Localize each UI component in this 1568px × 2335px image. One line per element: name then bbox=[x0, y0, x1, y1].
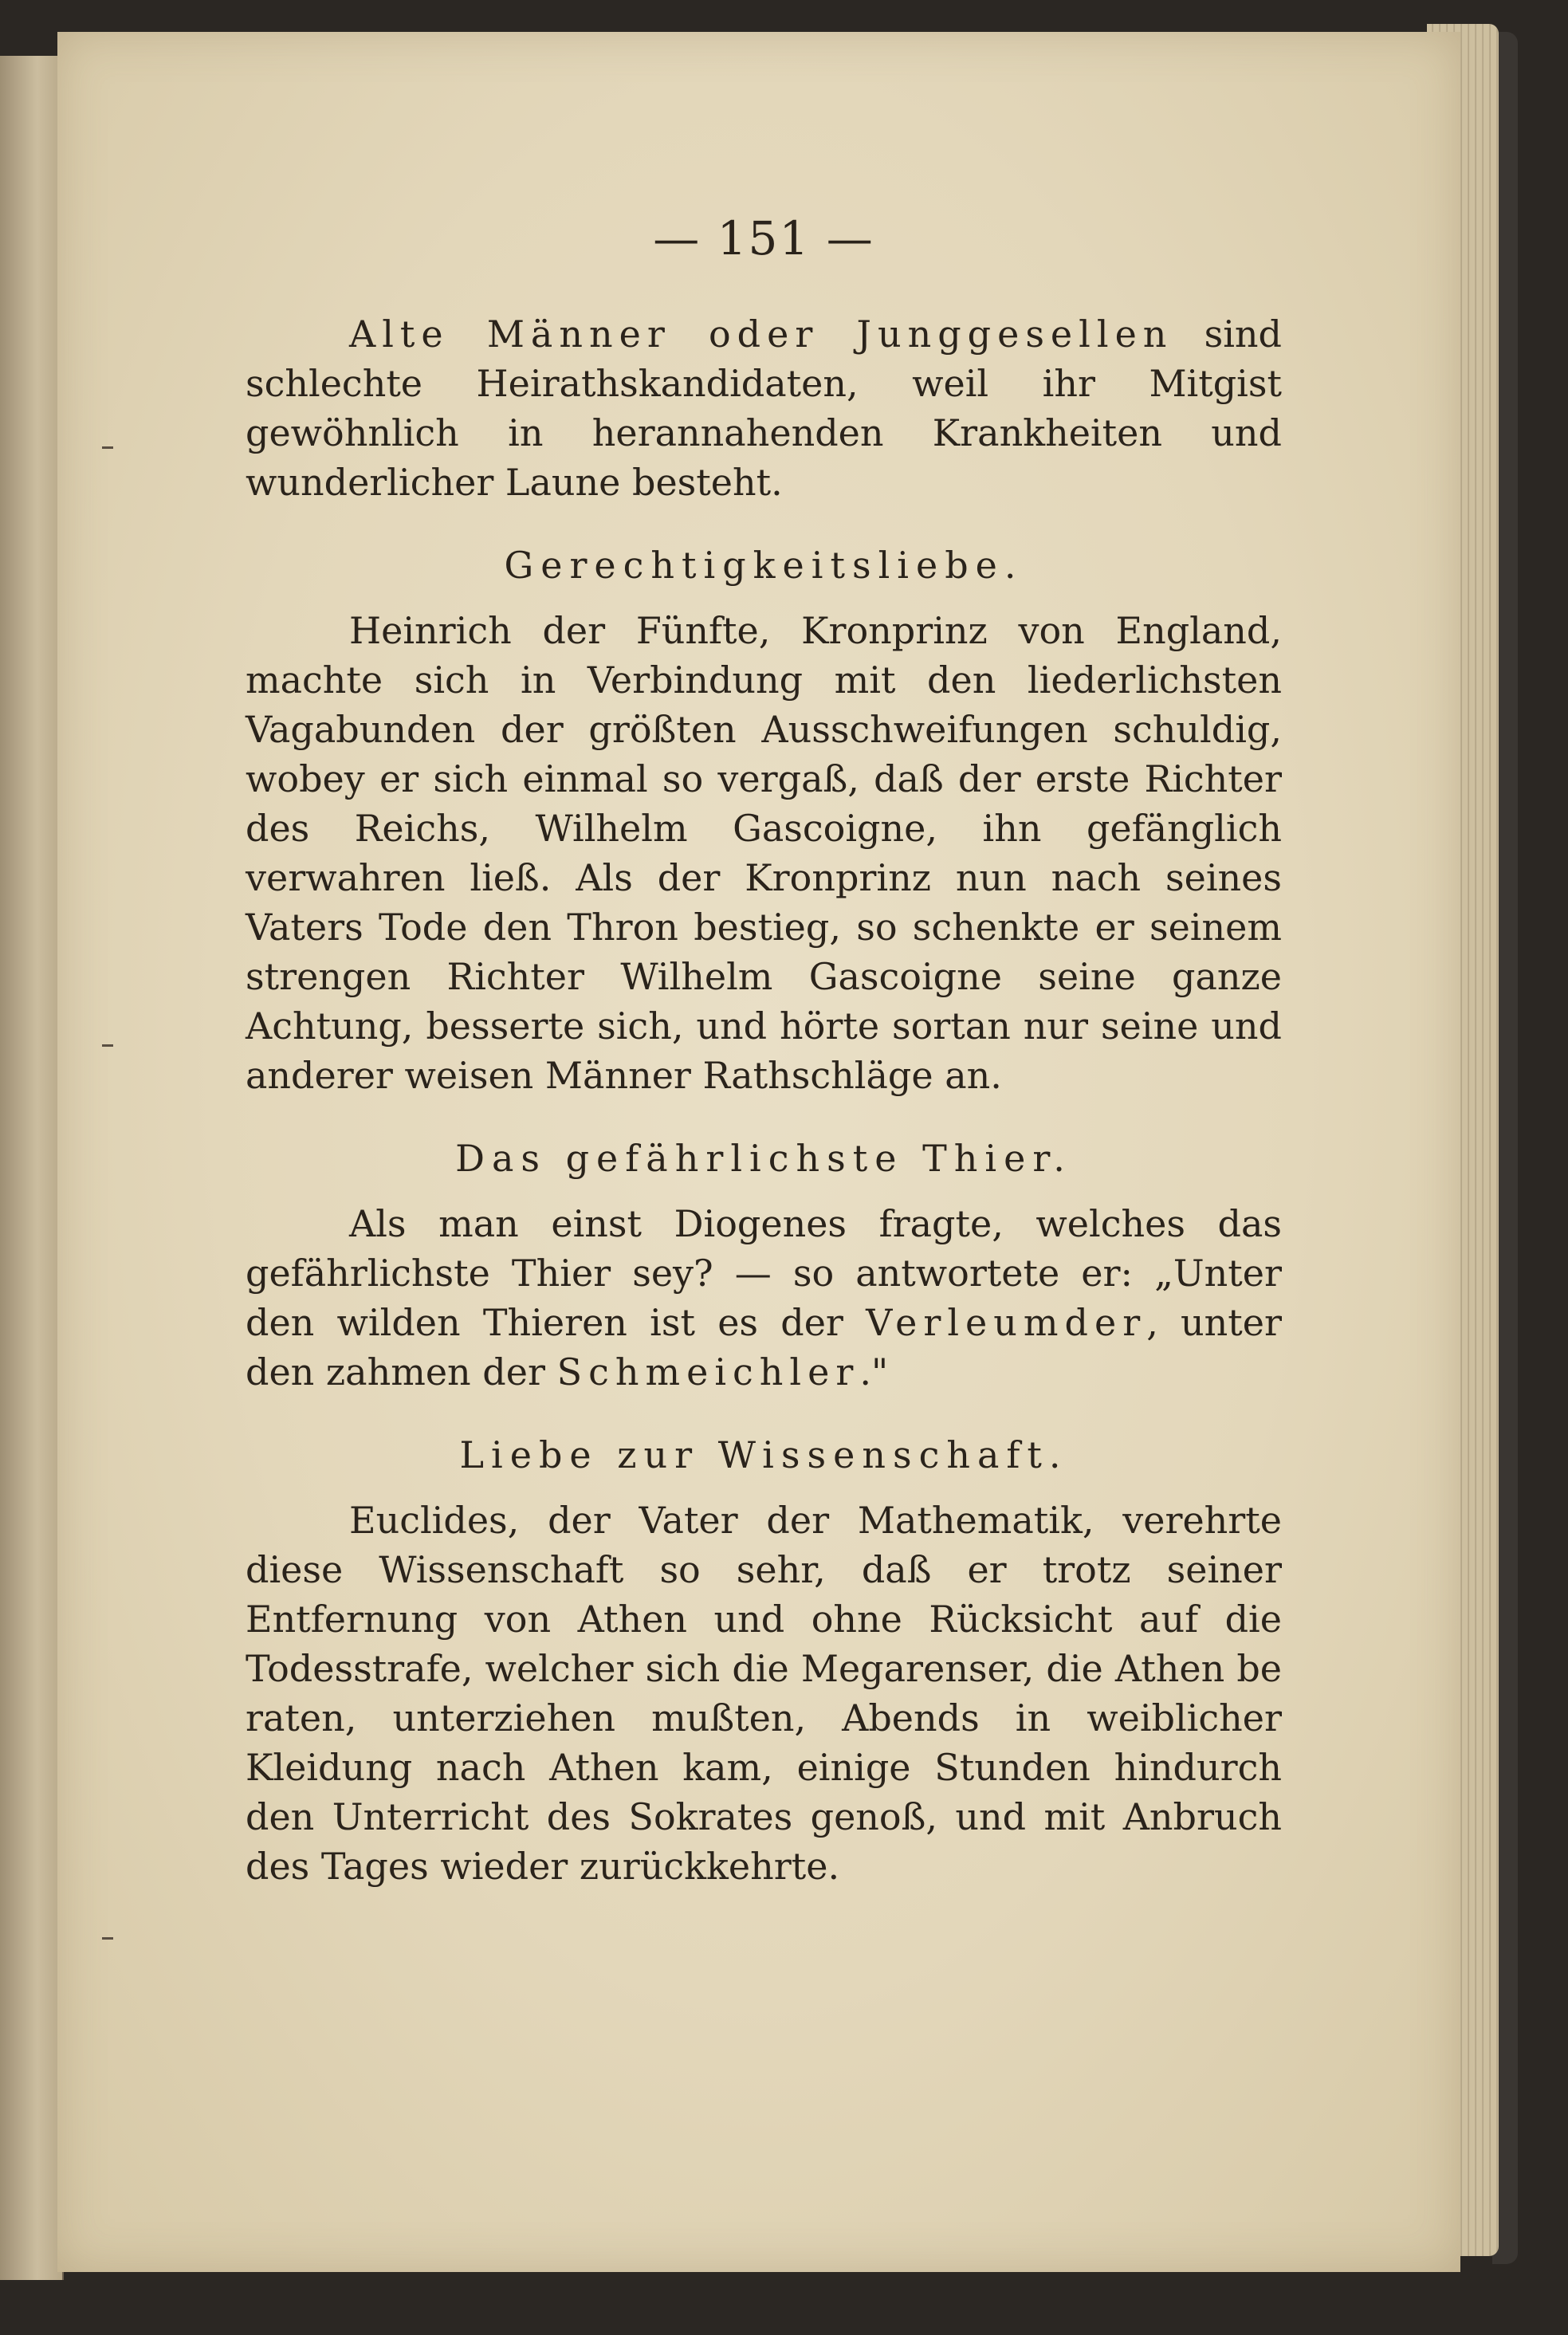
section-body-gefaehrlichste-thier bbox=[246, 1199, 1282, 1397]
spaced-word-verleumder: Verleumder bbox=[866, 1301, 1147, 1344]
spaced-word-schmeichler: Schmeichler bbox=[556, 1350, 860, 1394]
intro-paragraph bbox=[246, 309, 1282, 507]
section-heading-gefaehrlichste-thier: Das gefährlichste Thier. bbox=[455, 1137, 1072, 1180]
margin-tick bbox=[102, 1044, 113, 1047]
margin-tick bbox=[102, 446, 113, 449]
section-body-liebe-zur-wissenschaft: Euclides, der Vater der Mathematik, verehrte diese Wissenschaft so sehr, daß er trotz seiner Entfernung von Athen und ohne Rücksicht auf die Todesstrafe, welcher sich die Megarenser, die Athen be raten, unterziehen mußten, Abends in weiblicher Kleidung nach Athen kam, einige Stunden hindurch den Unterricht des Sokrates genoß, und mit Anbruch des Tages wieder zurückkehrte. bbox=[246, 1499, 1282, 1888]
section-heading-gerechtigkeitsliebe: Gerechtigkeitsliebe. bbox=[504, 544, 1024, 587]
section-heading-liebe-zur-wissenschaft: Liebe zur Wissenschaft. bbox=[459, 1433, 1068, 1476]
facing-page-edge bbox=[0, 56, 64, 2280]
body-text: ." bbox=[859, 1350, 889, 1394]
margin-tick bbox=[102, 1937, 113, 1940]
intro-text: sind schlechte Heirathskandidaten, weil ihr Mitgist gewöhnlich in herannahenden Krankheiten und wunderlicher Laune besteht. bbox=[246, 313, 1282, 504]
page-content bbox=[246, 211, 1282, 1891]
section-body-gerechtigkeitsliebe: Heinrich der Fünfte, Kronprinz von England, machte sich in Verbindung mit den liederlichsten Vagabunden der größten Ausschweifungen schuldig, wobey er sich einmal so vergaß, daß der erste Richter des Reichs, Wilhelm Gascoigne, ihn gefänglich verwahren ließ. Als der Kronprinz nun nach seines Vaters Tode den Thron bestieg, so schenkte er seinem strengen Richter Wilhelm Gascoigne seine ganze Achtung, besserte sich, und hörte sortan nur seine und anderer weisen Männer Rathschläge an. bbox=[246, 609, 1282, 1097]
page-number: — 151 — bbox=[653, 211, 874, 265]
body-text: Als man einst Diogenes fragte, welches das gefährlichste Thier sey? — so antwortete er: „Unter den wilden Thieren ist es der bbox=[246, 1202, 1282, 1344]
book-page bbox=[57, 32, 1460, 2272]
body-text: , unter den zahmen der bbox=[246, 1301, 1282, 1394]
intro-spaced-lead: Alte Männer oder Junggesellen bbox=[349, 313, 1173, 356]
